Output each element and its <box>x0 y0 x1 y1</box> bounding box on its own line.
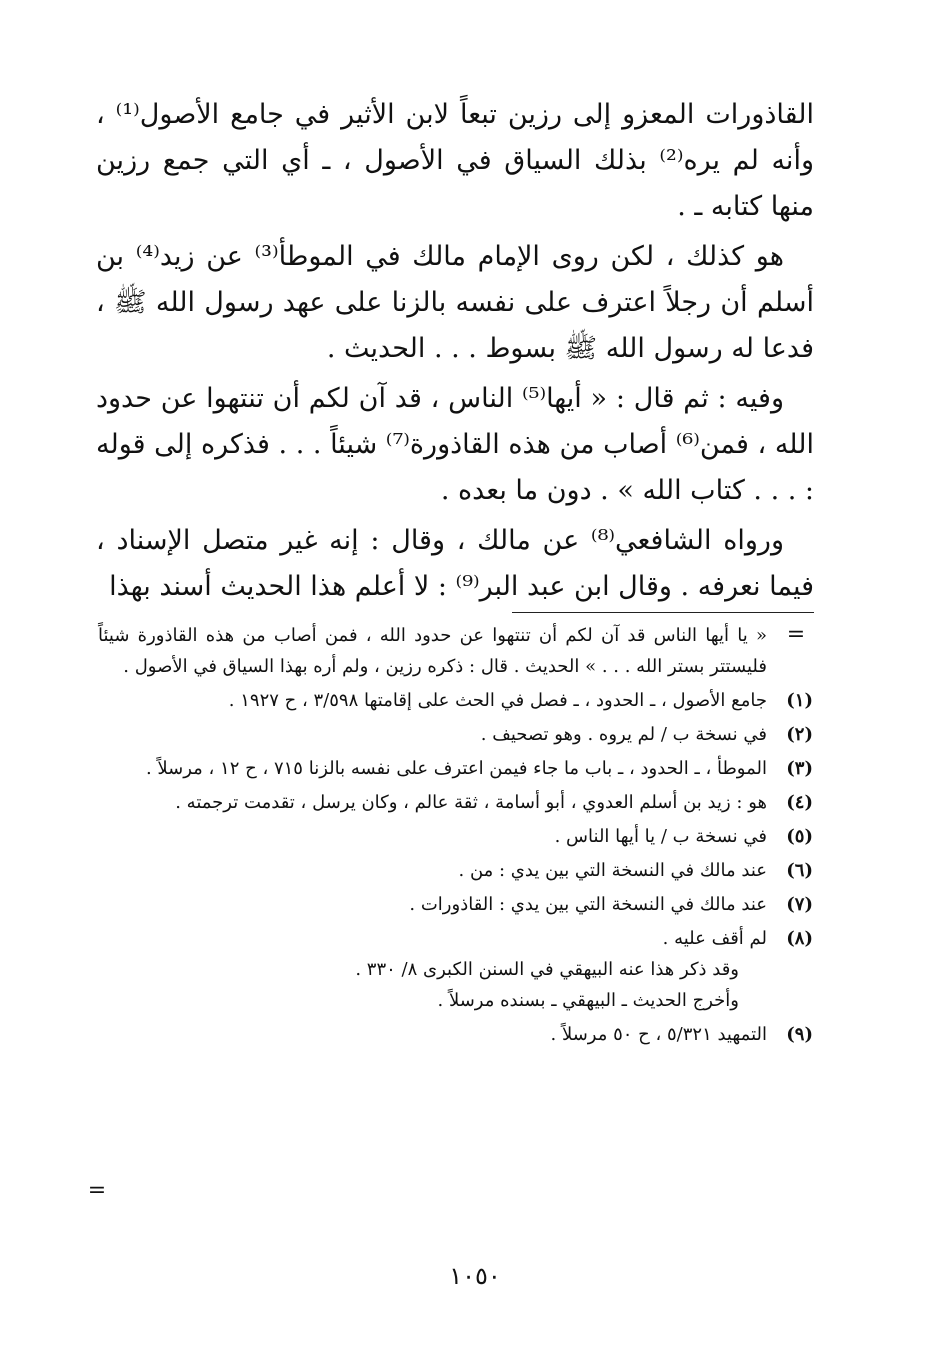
paragraph-1: القاذورات المعزو إلى رزين تبعاً لابن الأثير في جامع الأصول⁽¹⁾ ، وأنه لم يره⁽²⁾ بذلك السياق في الأصول ، ـ أي التي جمع رزين منها كتابه ـ . <box>96 99 814 222</box>
footnote-continuation <box>98 620 813 682</box>
page-number: ١٠٥٠ <box>449 1262 501 1290</box>
footnote-number: (٣) <box>786 758 813 779</box>
footnote-6 <box>98 855 813 886</box>
footnote-5 <box>98 821 813 852</box>
footnote-extra-line: وأخرج الحديث ـ البيهقي ـ بسنده مرسلاً . <box>437 990 739 1011</box>
footnote-number: (٧) <box>786 894 813 915</box>
footnote-7 <box>98 889 813 920</box>
footnote-number: (١) <box>786 690 813 711</box>
footnote-number: (٢) <box>786 724 813 745</box>
footnote-extra-line: وقد ذكر هذا عنه البيهقي في السنن الكبرى ٨/ ٣٣٠ . <box>355 959 739 980</box>
footnote-4 <box>98 787 813 818</box>
footnote-1 <box>98 685 813 716</box>
footnote-9 <box>98 1019 813 1050</box>
footnote-text: هو : زيد بن أسلم العدوي ، أبو أسامة ، ثقة عالم ، وكان يرسل ، تقدمت ترجمته . <box>175 792 767 813</box>
footnote-number: (٦) <box>786 860 813 881</box>
footnote-text: في نسخة ب / لم يروه . وهو تصحيف . <box>480 724 767 745</box>
footnote-continuation-text: « يا أيها الناس قد آن لكم أن تنتهوا عن حدود الله ، فمن أصاب من هذه القاذورة شيئاً فليستتر بستر الله . . . » الحديث . قال : ذكره رزين ، ولم أره بهذا السياق في الأصول . <box>98 625 767 677</box>
footnote-text: التمهيد ٥/٣٢١ ، ح ٥٠ مرسلاً . <box>550 1024 767 1045</box>
continuation-marker: = <box>786 622 806 647</box>
paragraph-2: هو كذلك ، لكن روى الإمام مالك في الموطأ⁽³⁾ عن زيد⁽⁴⁾ بن أسلم أن رجلاً اعترف على نفسه بالزنا على عهد رسول الله ﷺ ، فدعا له رسول الله ﷺ بسوط . . . الحديث . <box>96 241 814 364</box>
footnote-text: عند مالك في النسخة التي بين يدي : من . <box>458 860 767 881</box>
footnote-2 <box>98 719 813 750</box>
footnote-text: في نسخة ب / يا أيها الناس . <box>554 826 767 847</box>
footnote-number: (٩) <box>786 1024 813 1045</box>
footnote-text: لم أقف عليه . <box>662 928 767 949</box>
footnote-text: جامع الأصول ، ـ الحدود ، ـ فصل في الحث على إقامتها ٣/٥٩٨ ، ح ١٩٢٧ . <box>228 690 767 711</box>
footnote-number: (٤) <box>786 792 813 813</box>
end-continuation-marker: = <box>87 1178 107 1203</box>
footnotes <box>98 620 813 1053</box>
footnote-number: (٨) <box>786 928 813 949</box>
footnote-text: عند مالك في النسخة التي بين يدي : القاذورات . <box>409 894 767 915</box>
footnote-text: الموطأ ، ـ الحدود ، ـ باب ما جاء فيمن اعترف على نفسه بالزنا ٧١٥ ، ح ١٢ ، مرسلاً . <box>145 758 767 779</box>
paragraph-4: ورواه الشافعي⁽⁸⁾ عن مالك ، وقال : إنه غير متصل الإسناد ، فيما نعرفه . وقال ابن عبد البر⁽⁹⁾ : لا أعلم هذا الحديث أسند بهذا <box>96 525 814 602</box>
footnote-3 <box>98 753 813 784</box>
main-text <box>96 92 814 614</box>
footnote-8 <box>98 923 813 1016</box>
paragraph-3: وفيه : ثم قال : « أيها⁽⁵⁾ الناس ، قد آن لكم أن تنتهوا عن حدود الله ، فمن⁽⁶⁾ أصاب من هذه القاذورة⁽⁷⁾ شيئاً . . . فذكره إلى قوله : . . . كتاب الله » . دون ما بعده . <box>96 383 814 506</box>
footnote-number: (٥) <box>786 826 813 847</box>
footnote-divider <box>512 612 814 613</box>
